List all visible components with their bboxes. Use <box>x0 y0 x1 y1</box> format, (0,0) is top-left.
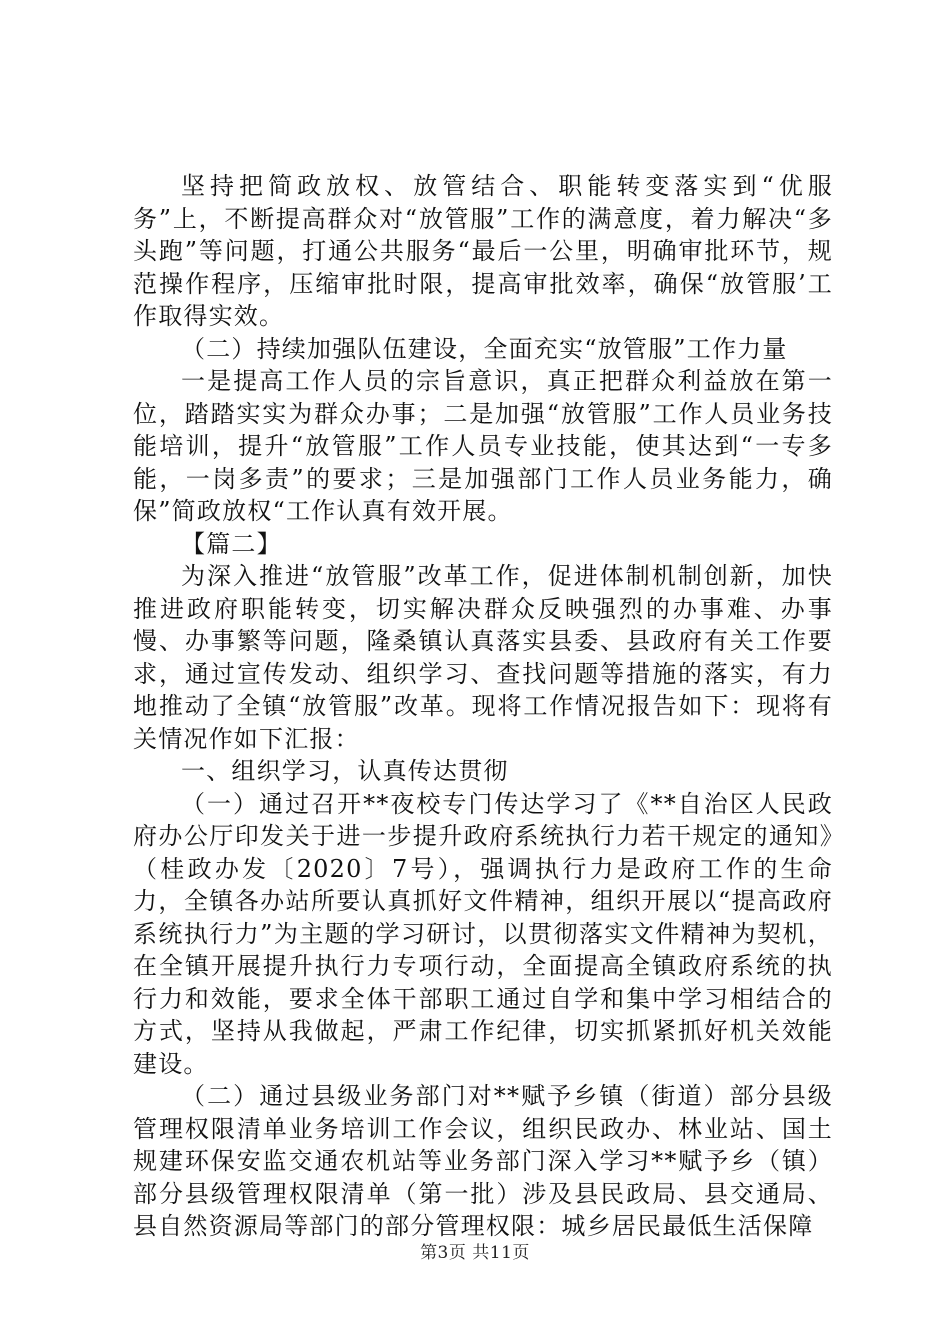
page-footer: 第3页 共11页 <box>420 1243 530 1263</box>
paragraph-5: 为深入推进“放管服”改革工作，促进体制机制创新，加快推进政府职能转变，切实解决群众反映强烈的办事难、办事慢、办事繁等问题，隆桑镇认真落实县委、县政府有关工作要求，通过宣传发动、组织学习、查找问题等措施的落实，有力地推动了全镇“放管服”改革。现将工作情况报告如下：现将有关情况作如下汇报： <box>133 562 833 753</box>
paragraph-7: （一）通过召开**夜校专门传达学习了《**自治区人民政府办公厅印发关于进一步提升政府系统执行力若干规定的通知》（桂政办发〔2020〕7号），强调执行力是政府工作的生命力，全镇各办站所要认真抓好文件精神，组织开展以“提高政府系统执行力”为主题的学习研讨，以贯彻落实文件精神为契机，在全镇开展提升执行力专项行动，全面提高全镇政府系统的执行力和效能，要求全体干部职工通过自学和集中学习相结合的方式，坚持从我做起，严肃工作纪律，切实抓紧抓好机关效能建设。 <box>133 789 833 1078</box>
section-heading-1: 一、组织学习，认真传达贯彻 <box>181 757 509 785</box>
paragraph-3: 一是提高工作人员的宗旨意识，真正把群众利益放在第一位，踏踏实实为群众办事；二是加强“放管服”工作人员业务技能培训，提升“放管服”工作人员专业技能，使其达到“一专多能，一岗多责”的要求；三是加强部门工作人员业务能力，确保”简政放权“工作认真有效开展。 <box>133 367 833 525</box>
section-heading-2: （二）持续加强队伍建设，全面充实“放管服”工作力量 <box>181 334 788 363</box>
document-body <box>133 170 833 1243</box>
paragraph-1: 坚持把简政放权、放管结合、职能转变落实到“优服务”上，不断提高群众对“放管服”工作的满意度，着力解决“多头跑”等问题，打通公共服务“最后一公里，明确审批环节，规范操作程序，压缩审批时限，提高审批效率，确保“放管服’工作取得实效。 <box>133 172 833 330</box>
paragraph-8: （二）通过县级业务部门对**赋予乡镇（街道）部分县级管理权限清单业务培训工作会议，组织民政办、林业站、国土规建环保安监交通农机站等业务部门深入学习**赋予乡（镇）部分县级管理权限清单（第一批）涉及县民政局、县交通局、县自然资源局等部门的部分管理权限：城乡居民最低生活保障 <box>133 1082 833 1240</box>
chapter-heading: 【篇二】 <box>181 529 282 558</box>
